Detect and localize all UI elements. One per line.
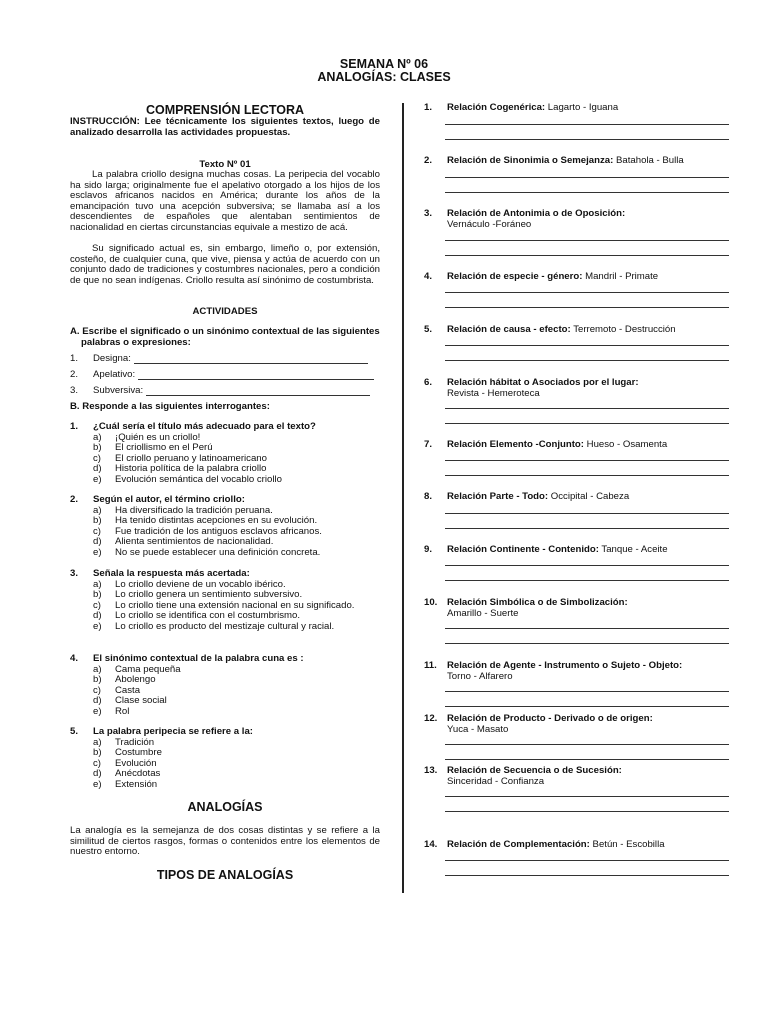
option-letter: a) (93, 431, 102, 443)
option-b[interactable] (93, 748, 380, 759)
option-letter: c) (93, 684, 101, 696)
answer-line[interactable] (445, 744, 729, 745)
item-label: Apelativo: (93, 369, 136, 380)
instruction (70, 117, 380, 138)
option-d[interactable] (93, 769, 380, 780)
item-example: Batahola - Bulla (613, 155, 684, 166)
item-number: 4. (424, 271, 433, 282)
answer-line[interactable] (445, 177, 729, 178)
option-text: El criollo peruano y latinoamericano (115, 452, 267, 464)
item-example: Occipital - Cabeza (548, 491, 630, 502)
option-letter: d) (93, 768, 102, 779)
option-text: Evolución semántica del vocablo criollo (115, 473, 282, 485)
item-label: Relación de especie - género: (447, 271, 583, 282)
question-2 (70, 495, 380, 558)
answer-line[interactable] (445, 528, 729, 529)
option-d[interactable] (93, 611, 380, 622)
item-label: Relación de causa - efecto: (447, 324, 571, 335)
question-text (70, 569, 380, 580)
option-b[interactable] (93, 516, 380, 527)
option-e[interactable] (93, 780, 380, 791)
answer-line[interactable] (445, 811, 729, 812)
option-letter: c) (93, 757, 101, 769)
item-example: Mandril - Primate (582, 271, 659, 282)
analogies-definition: La analogía es la semejanza de dos cosas distintas y se refiere a la similitud de ciertos rasgos, formas o contenidos entre los elementos de nuestro entorno. (70, 825, 380, 857)
week-title: SEMANA Nº 06 (339, 57, 429, 71)
part-b-instruction: B. Responde a las siguientes interrogantes: (70, 401, 270, 412)
option-text: Casta (115, 684, 141, 696)
answer-line[interactable] (138, 370, 374, 380)
question-label: Señala la respuesta más acertada: (93, 568, 250, 579)
question-text (70, 727, 380, 738)
option-letter: e) (93, 620, 102, 632)
option-text: Cama pequeña (115, 663, 181, 675)
answer-line[interactable] (445, 408, 729, 409)
item-number: 13. (424, 765, 438, 776)
option-letter: e) (93, 473, 102, 485)
question-text (70, 495, 380, 506)
item-number: 12. (424, 713, 438, 724)
item-number: 5. (424, 324, 433, 335)
part-a-list (70, 354, 380, 402)
question-1 (70, 422, 380, 485)
answer-line[interactable] (445, 423, 729, 424)
question-label: El sinónimo contextual de la palabra cuna es : (93, 653, 304, 664)
item-example: Betún - Escobilla (589, 839, 665, 850)
answer-line[interactable] (146, 386, 370, 396)
item-example: Tanque - Aceite (598, 544, 668, 555)
page-title: ANALOGÍAS: CLASES (317, 70, 451, 84)
option-e[interactable] (93, 707, 380, 718)
item-label: Relación hábitat o Asociados por el lugar: (447, 377, 639, 388)
option-letter: a) (93, 504, 102, 516)
item-number: 9. (424, 544, 433, 555)
text-paragraph-2: Su significado actual es, sin embargo, limeño o, por extensión, costeño, de cualquier cuna, que vive, piensa y actúa de acuerdo con un conjunto dado de tradiciones y costumbres nacionales, pero a condición de que no sean indígenas. Criollo resulta así sinónimo de costumbrista. (70, 243, 380, 286)
item-number: 2. (70, 369, 79, 380)
option-letter: a) (93, 736, 102, 748)
text-paragraph-1: La palabra criollo designa muchas cosas. La peripecia del vocablo ha sido larga; originalmente fue el apelativo otorgado a los hijos de los esclavos africanos nacidos en América; durante los años de la emancipación tuvo una acepción subversiva; se llamaba así a los descendientes de españoles que alentaban sentimientos de nacionalidad en ciertas circunstancias equivale a mestizo de acá. (70, 169, 380, 233)
option-b[interactable] (93, 590, 380, 601)
item-label: Relación de Secuencia o de Sucesión: (447, 765, 622, 776)
option-text: Abolengo (115, 674, 156, 685)
answer-line[interactable] (445, 580, 729, 581)
option-text: Anécdotas (115, 768, 161, 779)
instruction-label: INSTRUCCIÓN: (70, 116, 140, 127)
question-number: 4. (70, 653, 79, 664)
option-letter: d) (93, 695, 102, 706)
option-text: Evolución (115, 757, 157, 769)
option-letter: e) (93, 546, 102, 558)
question-3 (70, 569, 380, 632)
item-number: 14. (424, 839, 438, 850)
item-example: Vernáculo -Foráneo (447, 218, 532, 230)
item-label: Relación Continente - Contenido: (447, 544, 599, 555)
item-example: Torno - Alfarero (447, 670, 513, 682)
option-letter: b) (93, 589, 102, 600)
option-letter: e) (93, 778, 102, 790)
item-label: Relación Elemento -Conjunto: (447, 439, 584, 450)
answer-line[interactable] (445, 292, 729, 293)
answer-line[interactable] (445, 513, 729, 514)
item-label: Relación Parte - Todo: (447, 491, 549, 502)
analogies-title: ANALOGÍAS (187, 800, 263, 814)
item-example: Terremoto - Destrucción (570, 324, 676, 335)
question-number: 3. (70, 568, 79, 579)
item-number: 1. (70, 353, 79, 364)
question-5 (70, 727, 380, 790)
question-4 (70, 654, 380, 717)
answer-line[interactable] (445, 240, 729, 241)
list-item (70, 370, 380, 386)
question-text (70, 422, 380, 433)
option-d[interactable] (93, 464, 380, 475)
answer-line[interactable] (445, 475, 729, 476)
item-number: 3. (424, 208, 433, 219)
answer-line[interactable] (445, 706, 729, 707)
option-d[interactable] (93, 696, 380, 707)
answer-line[interactable] (445, 345, 729, 346)
option-letter: d) (93, 463, 102, 474)
question-number: 2. (70, 494, 79, 505)
analogy-types-title: TIPOS DE ANALOGÍAS (156, 868, 294, 882)
option-e[interactable] (93, 548, 380, 559)
option-letter: a) (93, 663, 102, 675)
answer-line[interactable] (445, 255, 729, 256)
answer-line[interactable] (445, 307, 729, 308)
item-example: Hueso - Osamenta (583, 439, 668, 450)
answer-line[interactable] (134, 354, 368, 364)
instruction-text: Lee técnicamente los siguientes textos, luego de analizado desarrolla las actividades propuestas. (70, 116, 380, 138)
item-example: Lagarto - Iguana (545, 102, 619, 113)
item-label: Subversiva: (93, 385, 144, 396)
option-e[interactable] (93, 475, 380, 486)
option-letter: a) (93, 578, 102, 590)
answer-line[interactable] (445, 192, 729, 193)
item-number: 6. (424, 377, 433, 388)
option-letter: b) (93, 674, 102, 685)
question-label: La palabra peripecia se refiere a la: (93, 726, 253, 737)
answer-line[interactable] (445, 875, 729, 876)
answer-line[interactable] (445, 796, 729, 797)
option-text: Lo criollo deviene de un vocablo ibérico. (115, 578, 286, 590)
item-number: 8. (424, 491, 433, 502)
option-b[interactable] (93, 443, 380, 454)
question-label: Según el autor, el término criollo: (93, 494, 245, 505)
item-number: 10. (424, 597, 438, 608)
item-number: 7. (424, 439, 433, 450)
option-text: Fue tradición de los antiguos esclavos africanos. (115, 525, 322, 537)
item-number: 2. (424, 155, 433, 166)
item-number: 3. (70, 385, 79, 396)
option-text: Tradición (115, 736, 155, 748)
reading-section-title: COMPRENSIÓN LECTORA (145, 103, 305, 117)
item-label: Relación de Producto - Derivado o de origen: (447, 713, 653, 724)
option-letter: d) (93, 610, 102, 621)
answer-line[interactable] (445, 691, 729, 692)
item-example: Amarillo - Suerte (447, 607, 519, 619)
option-letter: c) (93, 525, 101, 537)
item-label: Relación de Sinonimia o Semejanza: (447, 155, 614, 166)
question-text (70, 654, 380, 665)
item-label: Relación Simbólica o de Simbolización: (447, 597, 628, 608)
answer-line[interactable] (445, 139, 729, 140)
answer-line[interactable] (445, 860, 729, 861)
item-label: Relación de Antonimia o de Oposición: (447, 208, 626, 219)
option-text: Lo criollo tiene una extensión nacional en su significado. (115, 599, 355, 611)
item-label: Designa: (93, 353, 131, 364)
answer-line[interactable] (445, 628, 729, 629)
item-example: Revista - Hemeroteca (447, 387, 540, 399)
part-a-instruction: A. Escribe el significado o un sinónimo contextual de las siguientes palabras o expresiones: (70, 326, 380, 348)
option-letter: e) (93, 705, 102, 717)
option-text: Lo criollo genera un sentimiento subversivo. (115, 589, 303, 600)
item-label: Relación Cogenérica: (447, 102, 546, 113)
item-number: 1. (424, 102, 433, 113)
option-letter: b) (93, 442, 102, 453)
option-e[interactable] (93, 622, 380, 633)
item-label: Relación de Complementación: (447, 839, 590, 850)
answer-line[interactable] (445, 460, 729, 461)
text-title: Texto Nº 01 (199, 159, 251, 170)
option-text: Lo criollo es producto del mestizaje cultural y racial. (115, 620, 335, 632)
list-item (70, 386, 380, 402)
option-letter: b) (93, 747, 102, 758)
answer-line[interactable] (445, 643, 729, 644)
option-text: Clase social (115, 695, 167, 706)
option-letter: c) (93, 452, 101, 464)
option-letter: c) (93, 599, 101, 611)
option-letter: d) (93, 536, 102, 547)
item-number: 11. (424, 660, 437, 671)
question-number: 5. (70, 726, 79, 737)
list-item (70, 354, 380, 370)
option-text: Historia política de la palabra criollo (115, 463, 267, 474)
option-text: No se puede establecer una definición concreta. (115, 546, 321, 558)
option-text: Extensión (115, 778, 158, 790)
answer-line[interactable] (445, 124, 729, 125)
question-label: ¿Cuál sería el título más adecuado para el texto? (93, 421, 316, 432)
answer-line[interactable] (445, 360, 729, 361)
item-label: Relación de Agente - Instrumento o Sujeto - Objeto: (447, 660, 683, 671)
option-text: Rol (115, 705, 130, 717)
option-text: Lo criollo se identifica con el costumbrismo. (115, 610, 301, 621)
option-text: Alienta sentimientos de nacionalidad. (115, 536, 274, 547)
answer-line[interactable] (445, 759, 729, 760)
option-text: ¡Quién es un criollo! (115, 431, 201, 443)
activities-title: ACTIVIDADES (192, 306, 258, 317)
option-letter: b) (93, 515, 102, 526)
option-text: El criollismo en el Perú (115, 442, 213, 453)
option-d[interactable] (93, 537, 380, 548)
option-text: Ha tenido distintas acepciones en su evolución. (115, 515, 318, 526)
option-text: Ha diversificado la tradición peruana. (115, 504, 273, 516)
option-b[interactable] (93, 675, 380, 686)
item-example: Yuca - Masato (447, 723, 509, 735)
column-divider (402, 103, 404, 893)
item-example: Sinceridad - Confianza (447, 775, 545, 787)
option-text: Costumbre (115, 747, 162, 758)
answer-line[interactable] (445, 565, 729, 566)
question-number: 1. (70, 421, 79, 432)
